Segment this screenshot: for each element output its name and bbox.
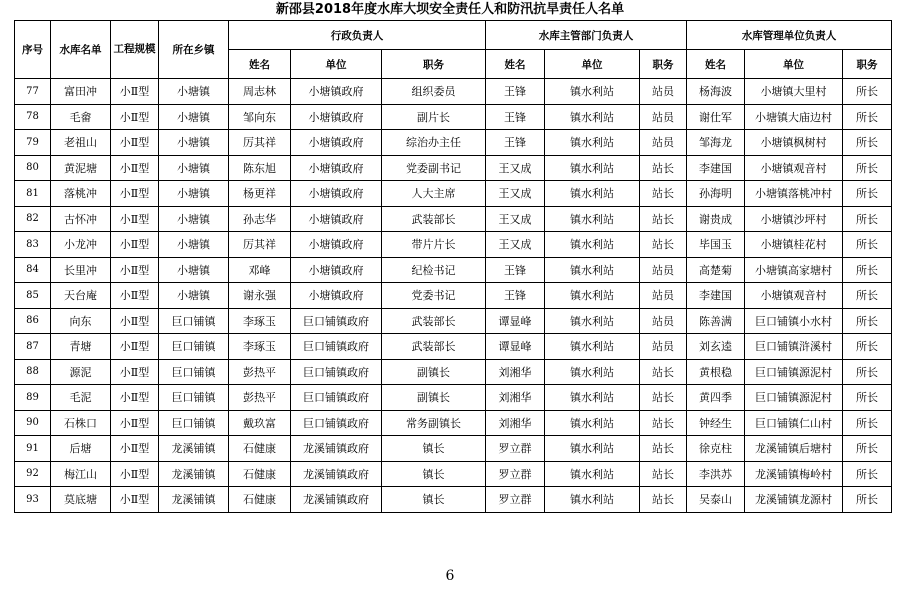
header-admin-post: 职务	[382, 50, 486, 79]
dept-post-cell: 站长	[640, 206, 687, 232]
scale-cell: 小Ⅱ型	[111, 257, 159, 283]
dept-name-cell: 王又成	[486, 206, 545, 232]
admin-org-cell: 小塘镇政府	[291, 181, 382, 207]
dept-name-cell: 刘湘华	[486, 410, 545, 436]
unit-name-cell: 刘玄逵	[687, 334, 745, 360]
unit-post-cell: 所长	[843, 232, 892, 258]
table-row	[15, 487, 892, 513]
seq-cell: 81	[15, 181, 51, 207]
scale-cell: 小Ⅱ型	[111, 130, 159, 156]
reservoir-cell: 黄泥塘	[51, 155, 111, 181]
scale-cell: 小Ⅱ型	[111, 206, 159, 232]
dept-org-cell: 镇水利站	[545, 283, 640, 309]
header-seq: 序号	[15, 21, 51, 79]
township-cell: 小塘镇	[159, 232, 229, 258]
unit-post-cell: 所长	[843, 334, 892, 360]
dept-org-cell: 镇水利站	[545, 334, 640, 360]
table-row	[15, 308, 892, 334]
scale-cell: 小Ⅱ型	[111, 181, 159, 207]
dept-org-cell: 镇水利站	[545, 104, 640, 130]
dept-org-cell: 镇水利站	[545, 232, 640, 258]
dept-name-cell: 罗立群	[486, 487, 545, 513]
table-row	[15, 79, 892, 105]
scale-cell: 小Ⅱ型	[111, 232, 159, 258]
seq-cell: 90	[15, 410, 51, 436]
seq-cell: 89	[15, 385, 51, 411]
scale-cell: 小Ⅱ型	[111, 155, 159, 181]
unit-name-cell: 吴泰山	[687, 487, 745, 513]
table-body	[15, 79, 892, 513]
table-row	[15, 359, 892, 385]
admin-name-cell: 厉其祥	[229, 232, 291, 258]
unit-post-cell: 所长	[843, 410, 892, 436]
seq-cell: 84	[15, 257, 51, 283]
table-row	[15, 385, 892, 411]
table-row	[15, 104, 892, 130]
unit-org-cell: 龙溪铺镇梅岭村	[745, 461, 843, 487]
admin-name-cell: 李琢玉	[229, 334, 291, 360]
dept-post-cell: 站长	[640, 436, 687, 462]
admin-post-cell: 武装部长	[382, 334, 486, 360]
header-unit-name: 姓名	[687, 50, 745, 79]
unit-name-cell: 黄四季	[687, 385, 745, 411]
dept-org-cell: 镇水利站	[545, 410, 640, 436]
unit-post-cell: 所长	[843, 283, 892, 309]
scale-cell: 小Ⅱ型	[111, 359, 159, 385]
unit-post-cell: 所长	[843, 104, 892, 130]
unit-name-cell: 谢仕军	[687, 104, 745, 130]
unit-org-cell: 小塘镇高家塘村	[745, 257, 843, 283]
dept-name-cell: 罗立群	[486, 461, 545, 487]
table-row	[15, 181, 892, 207]
table-row	[15, 257, 892, 283]
admin-post-cell: 带片片长	[382, 232, 486, 258]
scale-cell: 小Ⅱ型	[111, 436, 159, 462]
admin-post-cell: 镇长	[382, 436, 486, 462]
admin-name-cell: 周志林	[229, 79, 291, 105]
township-cell: 龙溪铺镇	[159, 461, 229, 487]
admin-name-cell: 石健康	[229, 461, 291, 487]
unit-name-cell: 李建国	[687, 283, 745, 309]
admin-org-cell: 巨口铺镇政府	[291, 385, 382, 411]
header-dept-post: 职务	[640, 50, 687, 79]
reservoir-cell: 落桃冲	[51, 181, 111, 207]
reservoir-cell: 长里冲	[51, 257, 111, 283]
table-row	[15, 130, 892, 156]
unit-org-cell: 龙溪铺镇龙源村	[745, 487, 843, 513]
admin-name-cell: 彭热平	[229, 359, 291, 385]
dept-name-cell: 谭显峰	[486, 334, 545, 360]
admin-post-cell: 武装部长	[382, 308, 486, 334]
admin-name-cell: 厉其祥	[229, 130, 291, 156]
dept-name-cell: 王又成	[486, 181, 545, 207]
dept-post-cell: 站长	[640, 410, 687, 436]
seq-cell: 79	[15, 130, 51, 156]
reservoir-cell: 小龙冲	[51, 232, 111, 258]
seq-cell: 85	[15, 283, 51, 309]
scale-cell: 小Ⅱ型	[111, 385, 159, 411]
admin-org-cell: 小塘镇政府	[291, 257, 382, 283]
admin-post-cell: 副镇长	[382, 359, 486, 385]
seq-cell: 78	[15, 104, 51, 130]
unit-name-cell: 高楚菊	[687, 257, 745, 283]
unit-name-cell: 谢贵成	[687, 206, 745, 232]
admin-post-cell: 纪检书记	[382, 257, 486, 283]
dept-org-cell: 镇水利站	[545, 385, 640, 411]
township-cell: 巨口铺镇	[159, 410, 229, 436]
header-scale: 工程规模	[111, 21, 159, 79]
admin-org-cell: 巨口铺镇政府	[291, 308, 382, 334]
unit-post-cell: 所长	[843, 359, 892, 385]
admin-org-cell: 小塘镇政府	[291, 232, 382, 258]
unit-org-cell: 巨口铺镇仁山村	[745, 410, 843, 436]
admin-org-cell: 巨口铺镇政府	[291, 410, 382, 436]
admin-name-cell: 李琢玉	[229, 308, 291, 334]
admin-org-cell: 龙溪铺镇政府	[291, 487, 382, 513]
unit-org-cell: 小塘镇大里村	[745, 79, 843, 105]
unit-org-cell: 巨口铺镇源泥村	[745, 385, 843, 411]
table-row	[15, 206, 892, 232]
reservoir-cell: 天台庵	[51, 283, 111, 309]
unit-org-cell: 小塘镇沙坪村	[745, 206, 843, 232]
dept-name-cell: 王锋	[486, 283, 545, 309]
dept-name-cell: 王锋	[486, 79, 545, 105]
seq-cell: 87	[15, 334, 51, 360]
dept-name-cell: 王又成	[486, 155, 545, 181]
unit-post-cell: 所长	[843, 181, 892, 207]
dept-name-cell: 刘湘华	[486, 385, 545, 411]
township-cell: 小塘镇	[159, 130, 229, 156]
admin-name-cell: 邓峰	[229, 257, 291, 283]
dept-post-cell: 站长	[640, 232, 687, 258]
unit-post-cell: 所长	[843, 308, 892, 334]
header-dept: 水库主管部门负责人	[486, 21, 687, 50]
unit-name-cell: 钟经生	[687, 410, 745, 436]
dept-org-cell: 镇水利站	[545, 130, 640, 156]
table-row	[15, 334, 892, 360]
unit-name-cell: 李洪苏	[687, 461, 745, 487]
dept-post-cell: 站长	[640, 155, 687, 181]
seq-cell: 86	[15, 308, 51, 334]
admin-org-cell: 小塘镇政府	[291, 130, 382, 156]
header-admin-name: 姓名	[229, 50, 291, 79]
admin-post-cell: 党委副书记	[382, 155, 486, 181]
header-unit-post: 职务	[843, 50, 892, 79]
township-cell: 小塘镇	[159, 104, 229, 130]
reservoir-cell: 毛泥	[51, 385, 111, 411]
header-dept-org: 单位	[545, 50, 640, 79]
unit-name-cell: 徐克柱	[687, 436, 745, 462]
admin-post-cell: 副片长	[382, 104, 486, 130]
dept-name-cell: 王锋	[486, 257, 545, 283]
township-cell: 小塘镇	[159, 79, 229, 105]
dept-org-cell: 镇水利站	[545, 359, 640, 385]
dept-post-cell: 站员	[640, 308, 687, 334]
scale-cell: 小Ⅱ型	[111, 461, 159, 487]
table-row	[15, 232, 892, 258]
unit-name-cell: 邹海龙	[687, 130, 745, 156]
scale-cell: 小Ⅱ型	[111, 487, 159, 513]
dept-org-cell: 镇水利站	[545, 461, 640, 487]
unit-org-cell: 小塘镇桂花村	[745, 232, 843, 258]
admin-name-cell: 杨更祥	[229, 181, 291, 207]
admin-name-cell: 彭热平	[229, 385, 291, 411]
dept-name-cell: 王锋	[486, 104, 545, 130]
admin-name-cell: 孙志华	[229, 206, 291, 232]
unit-org-cell: 巨口铺镇小水村	[745, 308, 843, 334]
admin-name-cell: 谢永强	[229, 283, 291, 309]
dept-org-cell: 镇水利站	[545, 181, 640, 207]
admin-post-cell: 副镇长	[382, 385, 486, 411]
dept-post-cell: 站长	[640, 487, 687, 513]
header-unit: 水库管理单位负责人	[687, 21, 892, 50]
dept-post-cell: 站长	[640, 461, 687, 487]
scale-cell: 小Ⅱ型	[111, 334, 159, 360]
unit-post-cell: 所长	[843, 385, 892, 411]
admin-post-cell: 党委书记	[382, 283, 486, 309]
township-cell: 巨口铺镇	[159, 385, 229, 411]
reservoir-cell: 毛畲	[51, 104, 111, 130]
dept-name-cell: 罗立群	[486, 436, 545, 462]
township-cell: 巨口铺镇	[159, 308, 229, 334]
seq-cell: 91	[15, 436, 51, 462]
township-cell: 巨口铺镇	[159, 334, 229, 360]
admin-post-cell: 人大主席	[382, 181, 486, 207]
admin-name-cell: 戴玖富	[229, 410, 291, 436]
admin-org-cell: 巨口铺镇政府	[291, 359, 382, 385]
unit-org-cell: 巨口铺镇源泥村	[745, 359, 843, 385]
admin-org-cell: 小塘镇政府	[291, 155, 382, 181]
unit-org-cell: 小塘镇枫树村	[745, 130, 843, 156]
admin-post-cell: 综治办主任	[382, 130, 486, 156]
unit-post-cell: 所长	[843, 436, 892, 462]
unit-post-cell: 所长	[843, 130, 892, 156]
unit-post-cell: 所长	[843, 461, 892, 487]
reservoir-cell: 石株口	[51, 410, 111, 436]
seq-cell: 83	[15, 232, 51, 258]
header-unit-org: 单位	[745, 50, 843, 79]
unit-post-cell: 所长	[843, 487, 892, 513]
admin-post-cell: 镇长	[382, 461, 486, 487]
township-cell: 巨口铺镇	[159, 359, 229, 385]
admin-name-cell: 陈东旭	[229, 155, 291, 181]
admin-name-cell: 石健康	[229, 487, 291, 513]
scale-cell: 小Ⅱ型	[111, 104, 159, 130]
dept-post-cell: 站长	[640, 385, 687, 411]
township-cell: 小塘镇	[159, 181, 229, 207]
dept-org-cell: 镇水利站	[545, 436, 640, 462]
scale-cell: 小Ⅱ型	[111, 283, 159, 309]
dept-post-cell: 站长	[640, 181, 687, 207]
unit-name-cell: 杨海波	[687, 79, 745, 105]
unit-name-cell: 孙海明	[687, 181, 745, 207]
township-cell: 小塘镇	[159, 283, 229, 309]
township-cell: 小塘镇	[159, 206, 229, 232]
admin-name-cell: 石健康	[229, 436, 291, 462]
seq-cell: 88	[15, 359, 51, 385]
dept-post-cell: 站员	[640, 334, 687, 360]
reservoir-cell: 老祖山	[51, 130, 111, 156]
reservoir-cell: 梅江山	[51, 461, 111, 487]
unit-post-cell: 所长	[843, 155, 892, 181]
dept-name-cell: 王锋	[486, 130, 545, 156]
unit-org-cell: 小塘镇观音村	[745, 283, 843, 309]
reservoir-cell: 向东	[51, 308, 111, 334]
responsibility-table	[14, 20, 892, 513]
unit-post-cell: 所长	[843, 206, 892, 232]
seq-cell: 82	[15, 206, 51, 232]
scale-cell: 小Ⅱ型	[111, 79, 159, 105]
dept-org-cell: 镇水利站	[545, 257, 640, 283]
dept-post-cell: 站员	[640, 79, 687, 105]
reservoir-cell: 古怀冲	[51, 206, 111, 232]
dept-name-cell: 刘湘华	[486, 359, 545, 385]
dept-org-cell: 镇水利站	[545, 487, 640, 513]
admin-org-cell: 巨口铺镇政府	[291, 334, 382, 360]
unit-post-cell: 所长	[843, 79, 892, 105]
table-row	[15, 461, 892, 487]
admin-post-cell: 镇长	[382, 487, 486, 513]
seq-cell: 92	[15, 461, 51, 487]
township-cell: 龙溪铺镇	[159, 436, 229, 462]
admin-post-cell: 武装部长	[382, 206, 486, 232]
table-row	[15, 155, 892, 181]
unit-org-cell: 小塘镇落桃冲村	[745, 181, 843, 207]
admin-org-cell: 小塘镇政府	[291, 283, 382, 309]
dept-org-cell: 镇水利站	[545, 155, 640, 181]
dept-post-cell: 站员	[640, 257, 687, 283]
scale-cell: 小Ⅱ型	[111, 410, 159, 436]
seq-cell: 80	[15, 155, 51, 181]
unit-org-cell: 巨口铺镇浒溪村	[745, 334, 843, 360]
reservoir-cell: 青塘	[51, 334, 111, 360]
dept-post-cell: 站员	[640, 104, 687, 130]
admin-org-cell: 小塘镇政府	[291, 206, 382, 232]
reservoir-cell: 富田冲	[51, 79, 111, 105]
unit-name-cell: 陈善满	[687, 308, 745, 334]
table-row	[15, 283, 892, 309]
dept-post-cell: 站长	[640, 359, 687, 385]
reservoir-cell: 源泥	[51, 359, 111, 385]
admin-org-cell: 小塘镇政府	[291, 79, 382, 105]
admin-post-cell: 常务副镇长	[382, 410, 486, 436]
dept-org-cell: 镇水利站	[545, 79, 640, 105]
document-title: 新邵县2018年度水库大坝安全责任人和防汛抗旱责任人名单	[275, 2, 625, 17]
reservoir-cell: 后塘	[51, 436, 111, 462]
dept-post-cell: 站员	[640, 283, 687, 309]
dept-org-cell: 镇水利站	[545, 206, 640, 232]
page-number: 6	[445, 568, 455, 584]
unit-org-cell: 小塘镇观音村	[745, 155, 843, 181]
dept-post-cell: 站员	[640, 130, 687, 156]
header-dept-name: 姓名	[486, 50, 545, 79]
unit-name-cell: 李建国	[687, 155, 745, 181]
unit-org-cell: 龙溪铺镇后塘村	[745, 436, 843, 462]
header-admin-org: 单位	[291, 50, 382, 79]
unit-post-cell: 所长	[843, 257, 892, 283]
header-township: 所在乡镇	[159, 21, 229, 79]
admin-org-cell: 龙溪铺镇政府	[291, 461, 382, 487]
admin-org-cell: 龙溪铺镇政府	[291, 436, 382, 462]
header-reservoir: 水库名单	[51, 21, 111, 79]
unit-org-cell: 小塘镇大庙边村	[745, 104, 843, 130]
admin-post-cell: 组织委员	[382, 79, 486, 105]
scale-cell: 小Ⅱ型	[111, 308, 159, 334]
reservoir-cell: 莫底塘	[51, 487, 111, 513]
header-admin: 行政负责人	[229, 21, 486, 50]
township-cell: 小塘镇	[159, 257, 229, 283]
dept-name-cell: 王又成	[486, 232, 545, 258]
unit-name-cell: 毕国玉	[687, 232, 745, 258]
admin-org-cell: 小塘镇政府	[291, 104, 382, 130]
table-row	[15, 410, 892, 436]
dept-name-cell: 谭显峰	[486, 308, 545, 334]
unit-name-cell: 黄根稳	[687, 359, 745, 385]
table-row	[15, 436, 892, 462]
seq-cell: 93	[15, 487, 51, 513]
township-cell: 龙溪铺镇	[159, 487, 229, 513]
seq-cell: 77	[15, 79, 51, 105]
dept-org-cell: 镇水利站	[545, 308, 640, 334]
township-cell: 小塘镇	[159, 155, 229, 181]
admin-name-cell: 邹向东	[229, 104, 291, 130]
